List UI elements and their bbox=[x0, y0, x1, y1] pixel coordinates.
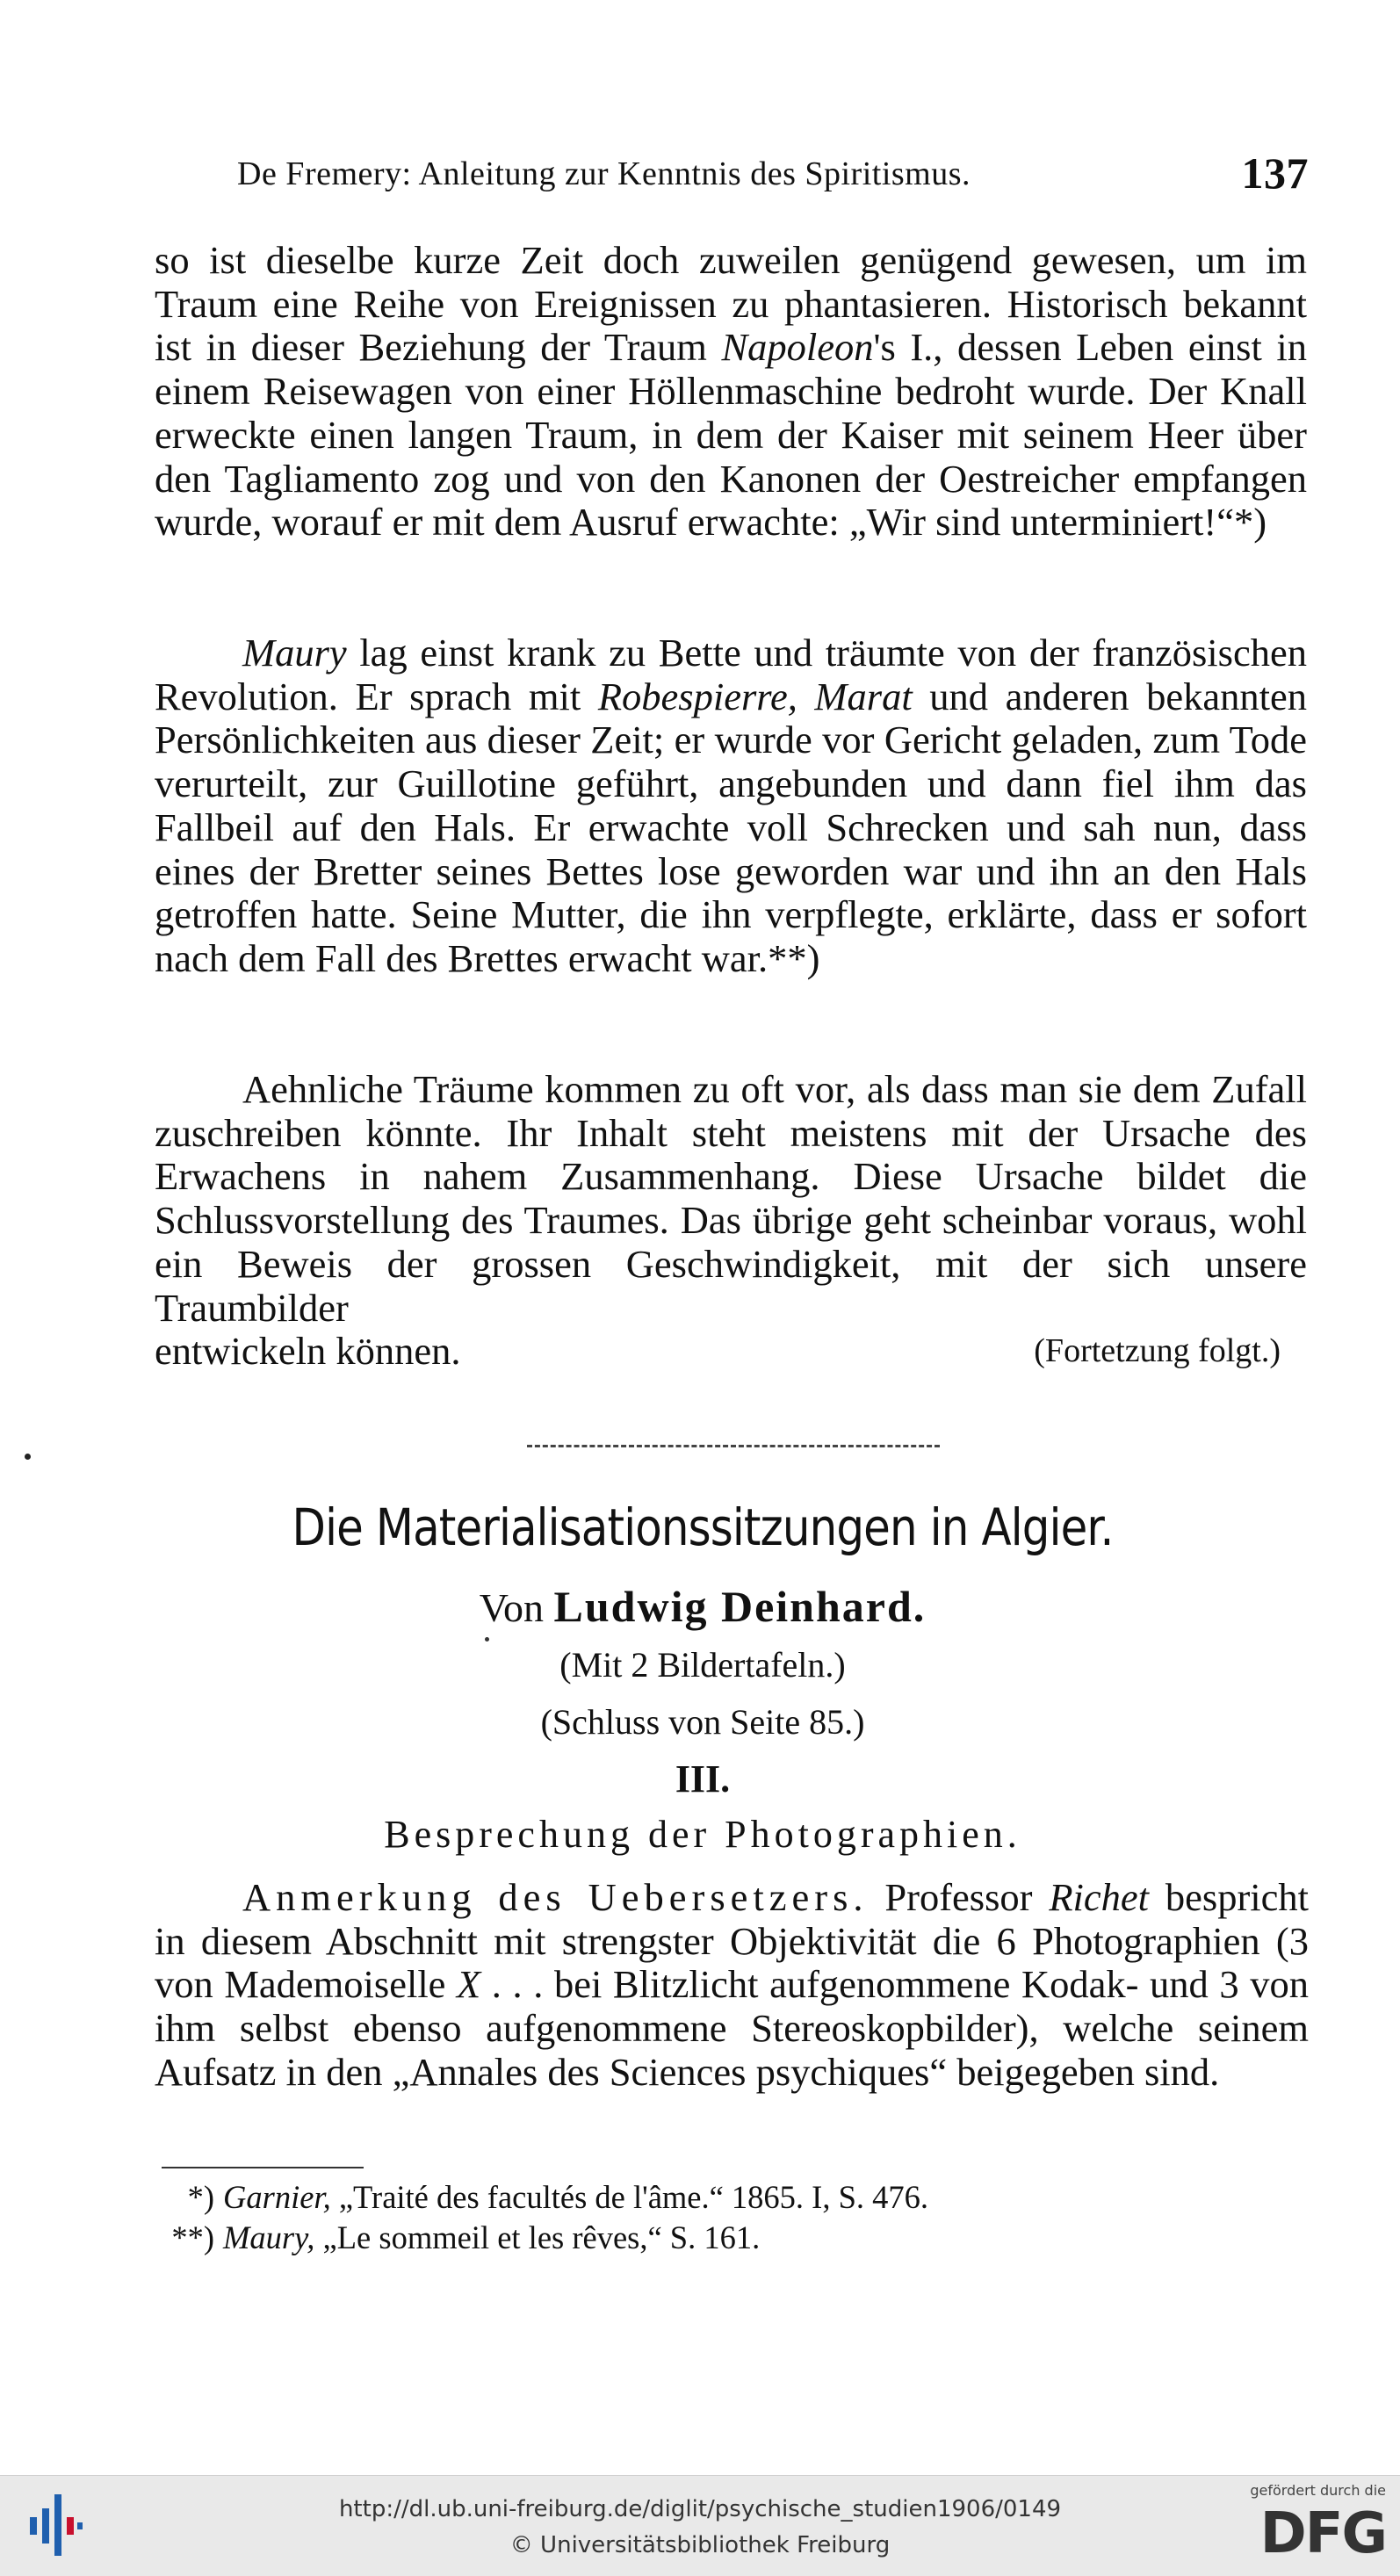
continuation-note: (Schluss von Seite 85.) bbox=[540, 1702, 865, 1742]
footnote-marker: *) bbox=[187, 2179, 214, 2215]
funding-note: gefördert durch die bbox=[1250, 2482, 1386, 2499]
footnote-marker: **) bbox=[171, 2219, 214, 2255]
note-label: Anmerkung des Uebersetzers. bbox=[242, 1875, 869, 1919]
text-run: lag einst krank zu Bette und träumte von der französischen Revolution. Er sprach mit bbox=[155, 631, 1307, 718]
person-name: Robespierre, Marat bbox=[597, 674, 913, 718]
text-run: bespricht in diesem Abschnitt mit strengster Objektivität die 6 Photographien (3 von Mademoiselle bbox=[155, 1875, 1310, 2007]
section-heading: Besprechung der Photographien. bbox=[384, 1813, 1021, 1856]
section-divider bbox=[527, 1445, 940, 1447]
continued-note: (Fortetzung folgt.) bbox=[1034, 1332, 1281, 1370]
person-name: Napoleon bbox=[721, 325, 874, 370]
paragraph-maury-dream bbox=[155, 631, 1307, 981]
paragraph-last-line bbox=[155, 1330, 1307, 1374]
dfg-logo-block bbox=[1237, 2482, 1386, 2570]
dfg-logo: DFG bbox=[1259, 2501, 1386, 2566]
byline-prefix: Von bbox=[479, 1585, 544, 1630]
text-run: Aehnliche Träume kommen zu oft vor, als dass man sie dem Zufall zuschreiben könnte. Ihr Inhalt steht meistens mit der Ursache des Erwachens in nahem Zusammenhang. Diese Ursache bildet die Schlussvorstellung des Traumes. Das übrige geht scheinbar voraus, wohl ein Beweis der grossen Geschwindigkeit, mit der sich unsere Traumbilder bbox=[155, 1067, 1307, 1330]
viewer-footer bbox=[0, 2475, 1400, 2576]
paragraph-napoleon-dream bbox=[155, 239, 1307, 545]
author-name: Ludwig Deinhard. bbox=[553, 1582, 927, 1631]
text-run: so ist dieselbe kurze Zeit doch zuweilen genügend gewesen, um im Traum eine Reihe von Ereignissen zu phantasieren. Historisch bekannt ist in dieser Beziehung der Traum bbox=[155, 238, 1307, 370]
footnote-rule bbox=[162, 2167, 364, 2168]
footnote-author: Garnier, bbox=[223, 2179, 331, 2215]
footnote bbox=[187, 2178, 1277, 2217]
footnote-text: „Traité des facultés de l'âme.“ 1865. I, S. 476. bbox=[330, 2179, 929, 2215]
text-run: und anderen bekannten Persönlichkeiten aus dieser Zeit; er wurde vor Gericht geladen, zum Tode verurteilt, zur Guillotine geführt, angebunden und dann fiel ihm das Fallbeil auf den Hals. Er erwachte voll Schrecken und sah nun, dass eines der Bretter seines Bettes lose geworden war und ihn an den Hals getroffen hatte. Seine Mutter, die ihn verpflegte, erklärte, dass er sofort nach dem Fall des Brettes erwacht war.**) bbox=[155, 674, 1307, 980]
footnote-text: „Le sommeil et les rêves,“ S. 161. bbox=[314, 2219, 761, 2255]
footnote bbox=[171, 2219, 1277, 2257]
paragraph-similar-dreams bbox=[155, 1068, 1307, 1374]
page-number: 137 bbox=[1241, 148, 1309, 198]
running-head bbox=[237, 148, 1309, 200]
author-line bbox=[263, 1581, 1142, 1632]
text-run: . . . bei Blitzlicht aufgenommene Kodak- und 3 von ihm selbst ebenso aufgenommene Stereoskopbilder), welche seinem Aufsatz in den „Annales des Sciences psychiques“ beigegeben sind. bbox=[155, 1962, 1309, 2094]
running-title: De Fremery: Anleitung zur Kenntnis des Spiritismus. bbox=[237, 155, 971, 192]
copyright-notice: © Universitätsbibliothek Freiburg bbox=[509, 2532, 891, 2558]
text-run: entwickeln können. bbox=[155, 1329, 461, 1374]
article-title: Die Materialisationssitzungen in Algier. bbox=[292, 1497, 1114, 1557]
scan-speck bbox=[485, 1637, 489, 1642]
person-name: Richet bbox=[1049, 1875, 1150, 1919]
paragraph-translator-note bbox=[155, 1876, 1309, 2095]
scan-speck bbox=[25, 1454, 31, 1460]
text-run: 's I., dessen Leben einst in einem Reisewagen von einer Höllenmaschine bedroht wurde. Der Knall erweckte einen langen Traum, in dem der Kaiser mit seinem Heer über den Tagliamento zog und von den Kanonen der Oestreicher empfangen wurde, worauf er mit dem Ausruf erwachte: „Wir sind unterminiert!“*) bbox=[155, 325, 1307, 545]
person-name: X bbox=[457, 1962, 481, 2007]
plates-note: (Mit 2 Bildertafeln.) bbox=[559, 1645, 846, 1685]
permalink-link[interactable]: http://dl.ub.uni-freiburg.de/diglit/psychische_studien1906/0149 bbox=[338, 2496, 1062, 2522]
section-number: III. bbox=[675, 1757, 731, 1800]
footnote-author: Maury, bbox=[223, 2219, 315, 2255]
person-name: Maury bbox=[242, 631, 347, 675]
text-run: Professor bbox=[868, 1875, 1050, 1919]
